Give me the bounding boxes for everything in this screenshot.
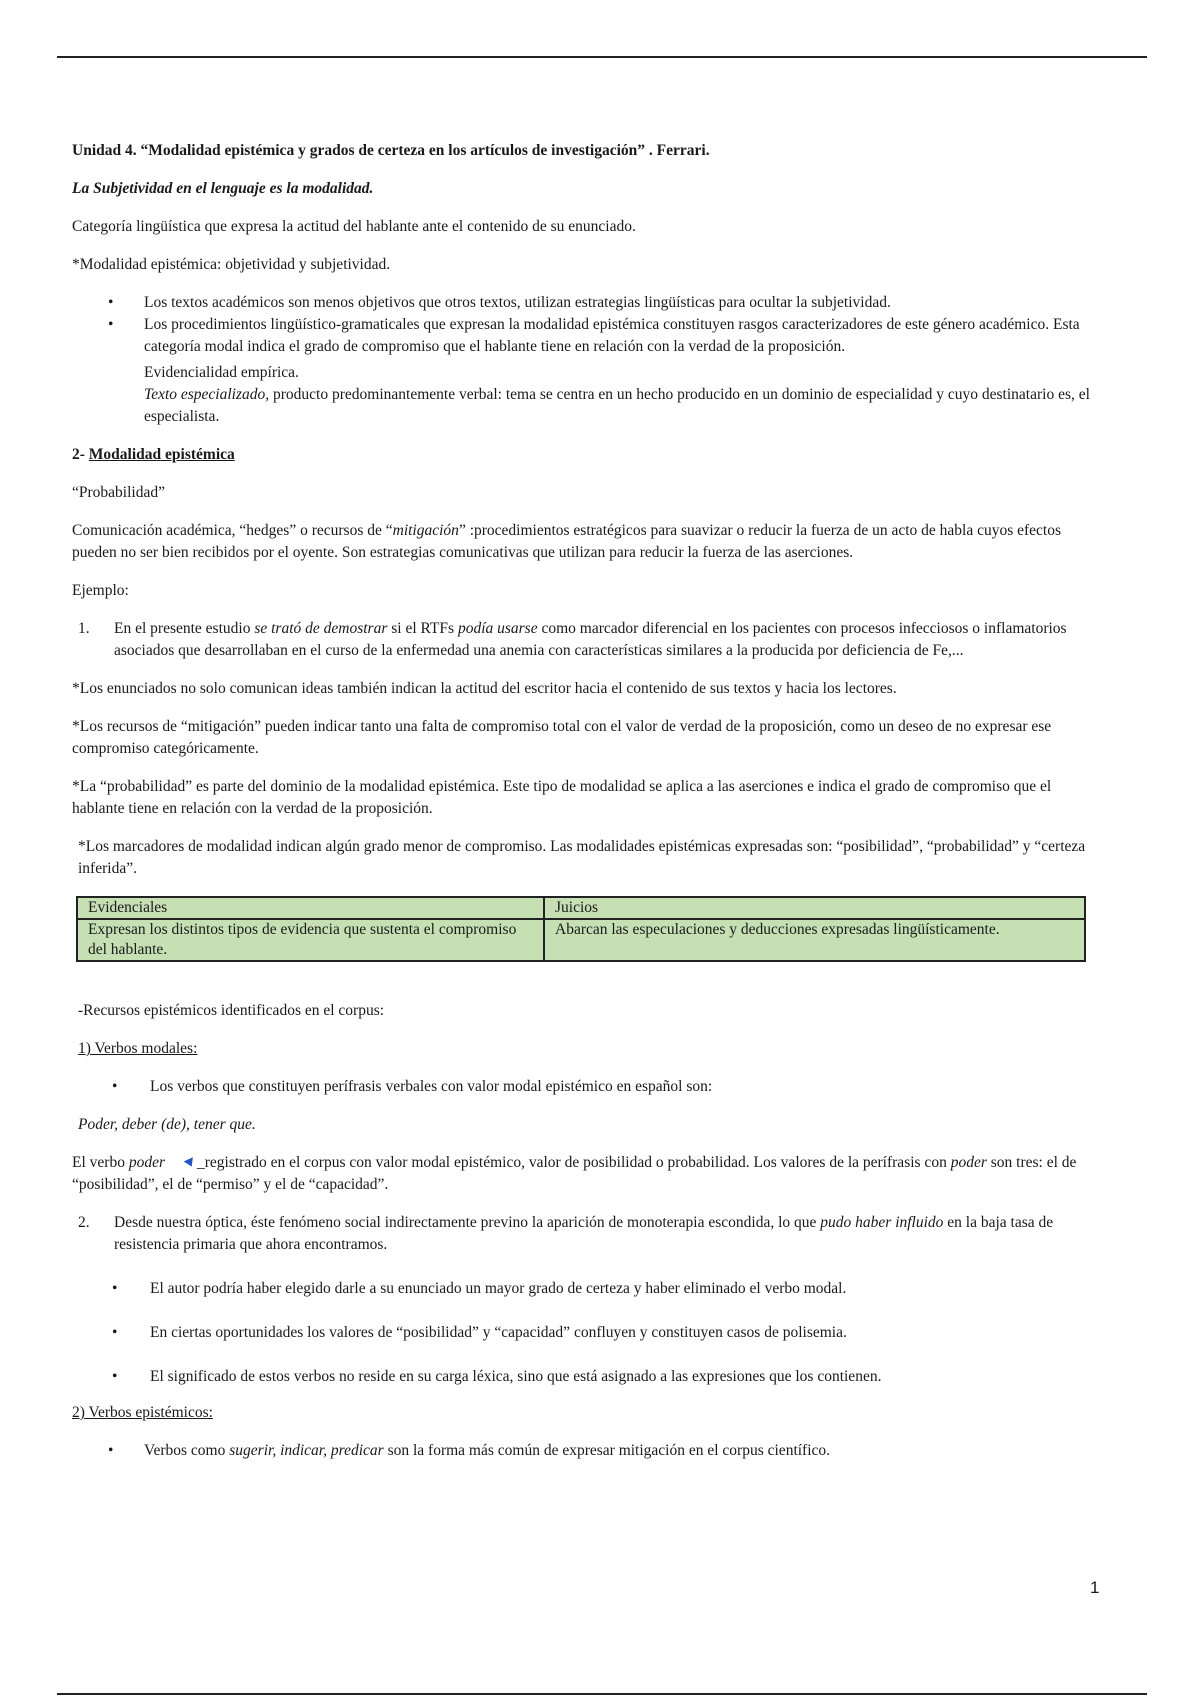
bullet-text: son la forma más común de expresar mitigación en el corpus científico.: [383, 1442, 831, 1459]
example-text: si el RTFs: [387, 620, 458, 637]
comunicacion-text-a: Comunicación académica, “hedges” o recursos de “: [72, 522, 393, 539]
bullet-list-2: [72, 1278, 1102, 1388]
note-paragraph: *La “probabilidad” es parte del dominio de la modalidad epistémica. Este tipo de modalidad se aplica a las aserciones e indica el grado de compromiso que el hablante tiene en relación con la verdad de la proposición.: [72, 778, 1052, 817]
example-text: en la baja tasa de resistencia primaria que ahora encontramos.: [114, 1214, 1054, 1253]
example-list-1: [72, 618, 1102, 662]
page-number: 1: [1090, 1578, 1100, 1597]
texto-especializado-term: Texto especializado,: [144, 386, 270, 403]
bullet-list-1: [72, 292, 1102, 358]
table-row: [77, 919, 1085, 961]
evidence-table: [76, 896, 1086, 962]
comunicacion-text-b: ” :procedimientos estratégicos para suavizar o reducir la fuerza de un acto de habla cuyos efectos pueden no ser bien recibidos por el oyente. Son estrategias comunicativas que utilizan para reducir la fuerza de las aserciones.: [72, 522, 1062, 561]
poder-emphasis: poder: [128, 1154, 165, 1171]
note-paragraph: *Los marcadores de modalidad indican algún grado menor de compromiso. Las modalidades epistémicas expresadas son: “posibilidad”, “probabilidad” y “certeza inferida”.: [78, 838, 1086, 877]
list-item: [72, 1212, 1102, 1256]
example-text: como marcador diferencial en los pacientes con procesos infecciosos o inflamatorios asociados que desarrollaban en el curso de la enfermedad una anemia con características similares a la producida por deficiencia de Fe,...: [114, 620, 1067, 659]
document-body: [72, 140, 1102, 1478]
example-text: Desde nuestra óptica, éste fenómeno social indirectamente previno la aparición de monoterapia escondida, lo que: [114, 1214, 821, 1231]
mitigacion-term: mitigación: [392, 522, 459, 539]
example-text: En el presente estudio: [114, 620, 255, 637]
verbos-modales-heading: 1) Verbos modales:: [78, 1040, 198, 1057]
example-emphasis: se trató de demostrar: [254, 620, 388, 637]
bullet-text: Verbos como: [144, 1442, 230, 1459]
texto-especializado-text: producto predominantemente verbal: tema se centra en un hecho producido en un dominio de especialidad y cuyo destinatario es, el especialista.: [144, 386, 1090, 425]
section-heading-2: [72, 444, 1102, 466]
section-number: 2-: [72, 446, 85, 463]
list-item: [72, 618, 1102, 662]
modality-line: *Modalidad epistémica: objetividad y subjetividad.: [72, 256, 391, 273]
mouse-cursor-icon: [184, 1158, 196, 1169]
bullet-list-modales: [72, 1076, 1102, 1098]
list-item: • Los procedimientos lingüístico-gramaticales que expresan la modalidad epistémica constituyen rasgos caracterizadores de este género académico. Esta categoría modal indica el grado de compromiso que el hablante tiene en relación con la verdad de la proposición.: [72, 314, 1102, 358]
note-paragraph: *Los recursos de “mitigación” pueden indicar tanto una falta de compromiso total con el valor de verdad de la proposición, como un deseo de no expresar ese compromiso categóricamente.: [72, 718, 1052, 757]
section-title: Modalidad epistémica: [88, 446, 235, 463]
list-item: • En ciertas oportunidades los valores de “posibilidad” y “capacidad” confluyen y constituyen casos de polisemia.: [72, 1322, 1102, 1344]
note-paragraph: *Los enunciados no solo comunican ideas también indican la actitud del escritor hacia el contenido de sus textos y hacia los lectores.: [72, 680, 897, 697]
list-item: [72, 1440, 1102, 1462]
example-list-2: [72, 1212, 1102, 1256]
bullet-emphasis: sugerir, indicar, predicar: [229, 1442, 384, 1459]
probabilidad-label: “Probabilidad”: [72, 484, 165, 501]
example-emphasis: podía usarse: [457, 620, 538, 637]
bullet-list-3: [72, 1440, 1102, 1462]
comunicacion-paragraph: [72, 520, 1102, 564]
poder-emphasis: poder: [950, 1154, 987, 1171]
recursos-line: -Recursos epistémicos identificados en el corpus:: [78, 1002, 385, 1019]
bottom-rule: [57, 1693, 1147, 1695]
ejemplo-label: Ejemplo:: [72, 582, 129, 599]
list-item: • El significado de estos verbos no reside en su carga léxica, sino que está asignado a las expresiones que los contienen.: [72, 1366, 1102, 1388]
item-number: 1.: [78, 620, 90, 637]
poder-text: El verbo: [72, 1154, 129, 1171]
list-item: • Los textos académicos son menos objetivos que otros textos, utilizan estrategias lingüísticas para ocultar la subjetividad.: [72, 292, 1102, 314]
verbos-epistemicos-heading: 2) Verbos epistémicos:: [72, 1404, 213, 1421]
example-emphasis: pudo haber influido: [820, 1214, 944, 1231]
texto-especializado-line: [72, 384, 1102, 428]
poder-text: son tres: el de “posibilidad”, el de “permiso” y el de “capacidad”.: [72, 1154, 1077, 1193]
table-cell: Expresan los distintos tipos de evidencia que sustenta el compromiso del hablante.: [77, 919, 544, 961]
table-cell: Abarcan las especulaciones y deducciones expresadas lingüísticamente.: [544, 919, 1085, 961]
poder-paragraph: [72, 1152, 1102, 1196]
poder-text: _registrado en el corpus con valor modal epistémico, valor de posibilidad o probabilidad. Los valores de la perífrasis con: [197, 1154, 951, 1171]
list-item: • El autor podría haber elegido darle a su enunciado un mayor grado de certeza y haber eliminado el verbo modal.: [72, 1278, 1102, 1300]
evidencialidad-line: Evidencialidad empírica.: [144, 364, 299, 381]
subtitle: La Subjetividad en el lenguaje es la modalidad.: [72, 180, 374, 197]
definition-paragraph: Categoría lingüística que expresa la actitud del hablante ante el contenido de su enunciado.: [72, 218, 636, 235]
page-title: Unidad 4. “Modalidad epistémica y grados de certeza en los artículos de investigación” . Ferrari.: [72, 142, 710, 159]
list-item: • Los verbos que constituyen perífrasis verbales con valor modal epistémico en español son:: [72, 1076, 1102, 1098]
table-header-cell: Evidenciales: [77, 897, 544, 919]
item-number: 2.: [78, 1214, 90, 1231]
modales-list: Poder, deber (de), tener que.: [78, 1116, 256, 1133]
top-rule: [57, 56, 1147, 58]
table-header-cell: Juicios: [544, 897, 1085, 919]
table-header-row: [77, 897, 1085, 919]
